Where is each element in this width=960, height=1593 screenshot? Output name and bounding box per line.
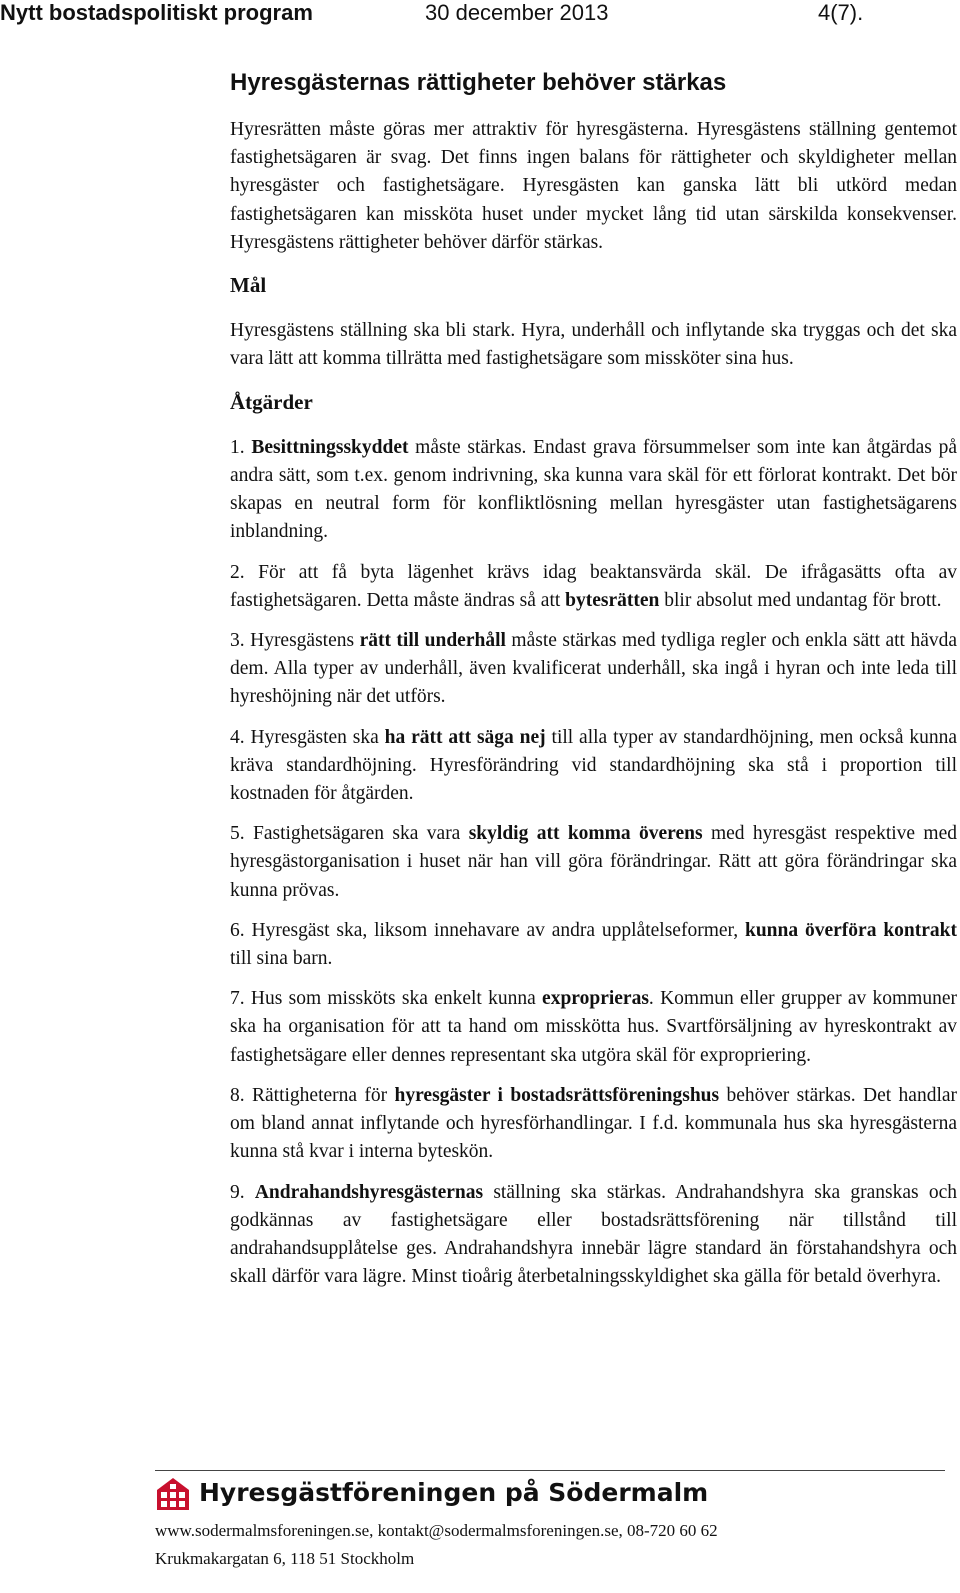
measure-emphasis: skyldig att komma överens bbox=[468, 823, 703, 845]
measure-number: 8. bbox=[230, 1084, 245, 1106]
measure-emphasis: ha rätt att säga nej bbox=[384, 726, 546, 748]
measure-item bbox=[230, 559, 957, 615]
intro-paragraph: Hyresrätten måste göras mer attraktiv för hyresgästerna. Hyresgästens ställning gentemot fastighetsägaren är svag. Det finns ingen balans för rättigheter och skyldigheter mellan hyresgäster och fastighetsägare. Hyresgästen kan ganska lätt bli utkörd medan fastighetsägaren kan missköta huset under mycket lång tid utan särskilda konsekvenser. Hyresgästens rättigheter behöver därför stärkas. bbox=[230, 119, 957, 253]
measure-emphasis: hyresgäster i bostadsrättsföreningshus bbox=[394, 1084, 720, 1106]
measure-text: med hyresgäst respektive med hyresgästorganisation i huset när han vill göra förändringar. Rätt att göra förändringar ska kunna prövas. bbox=[230, 823, 957, 901]
measure-emphasis: rätt till underhåll bbox=[359, 630, 506, 652]
contact-info: www.sodermalmsforeningen.se, kontakt@sodermalmsforeningen.se, 08-720 60 62 bbox=[155, 1521, 718, 1540]
section-title: Hyresgästernas rättigheter behöver stärkas bbox=[230, 69, 727, 96]
measure-item bbox=[230, 1179, 957, 1292]
measure-number: 4. bbox=[230, 726, 245, 748]
measure-item bbox=[230, 724, 957, 809]
measure-text: ställning ska stärkas. Andrahandshyra ska granskas och godkännas av fastighetsägare eller bostadsrättsförening när tillstånd till andrahandsupplåtelse ges. Andrahandshyra innebär lägre standard än förstahandshyra och skall därför vara lägre. Minst tioårig återbetalningsskyldighet ska gälla för betald överhyra. bbox=[230, 1181, 958, 1288]
measure-text: . Kommun eller grupper av kommuner ska ha organisation för att ta hand om misskötta hus. Svartförsäljning av hyreskontrakt av fastighetsägare eller dennes representant ska utgöra skäl för expropriering. bbox=[230, 988, 958, 1066]
document-title: Nytt bostadspolitiskt program bbox=[0, 0, 313, 25]
measure-text: blir absolut med undantag för brott. bbox=[659, 589, 942, 611]
postal-address: Krukmakargatan 6, 118 51 Stockholm bbox=[155, 1549, 415, 1568]
organization-name: Hyresgästföreningen på Södermalm bbox=[199, 1478, 709, 1507]
measure-number: 1. bbox=[230, 436, 245, 458]
measure-number: 7. bbox=[230, 988, 245, 1010]
page-number: 4(7). bbox=[818, 0, 864, 25]
measure-text: till alla typer av standardhöjning, men också kunna kräva standardhöjning. Hyresförändring vid standardhöjning ska stå i proportion till kostnaden för åtgärden. bbox=[230, 726, 958, 805]
measure-text: Hus som missköts ska enkelt kunna bbox=[250, 988, 543, 1010]
measure-emphasis: Andrahandshyresgästernas bbox=[254, 1181, 484, 1203]
measure-emphasis: bytesrätten bbox=[565, 589, 660, 611]
measure-item bbox=[230, 985, 957, 1070]
measure-item bbox=[230, 820, 957, 905]
measure-number: 6. bbox=[230, 919, 245, 941]
document-date: 30 december 2013 bbox=[425, 0, 609, 25]
measure-item bbox=[230, 434, 957, 547]
measure-item bbox=[230, 917, 957, 973]
measure-text: För att få byta lägenhet krävs idag beaktansvärda skäl. De ifrågasätts ofta av fastighetsägaren. Detta måste ändras så att bbox=[230, 561, 957, 611]
goal-heading: Mål bbox=[230, 273, 267, 298]
measure-text: måste stärkas med tydliga regler och enkla sätt att hävda dem. Alla typer av underhåll, även kvalificerat underhåll, ska ingå i hyran och inte leda till hyreshöjning när det utförs. bbox=[230, 630, 958, 708]
measure-text: Hyresgästen ska bbox=[250, 726, 385, 748]
page-header bbox=[0, 0, 960, 30]
measure-text: Hyresgäst ska, liksom innehavare av andra upplåtelseformer, bbox=[251, 919, 745, 941]
measure-text: till sina barn. bbox=[230, 948, 333, 970]
measure-item bbox=[230, 627, 957, 712]
measure-text: Fastighetsägaren ska vara bbox=[253, 823, 469, 845]
measure-text: måste stärkas. Endast grava försummelser som inte kan åtgärdas på andra sätt, som t.ex. genom indrivning, ska kunna vara skäl för ett förlorat kontrakt. Det bör skapas en neutral form för konfliktlösning mellan hyresgäster utan fastighetsägarens inblandning. bbox=[230, 436, 957, 543]
goal-paragraph: Hyresgästens ställning ska bli stark. Hyra, underhåll och inflytande ska tryggas och det ska vara lätt att komma tillrätta med fastighetsägare som missköter sina hus. bbox=[230, 320, 957, 370]
main-content bbox=[230, 62, 957, 1291]
measure-number: 5. bbox=[230, 823, 245, 845]
measure-item bbox=[230, 1082, 957, 1167]
measure-text: Rättigheterna för bbox=[252, 1084, 395, 1106]
house-logo-icon bbox=[156, 1477, 190, 1511]
measure-emphasis: kunna överföra kontrakt bbox=[744, 919, 957, 941]
measure-text: behöver stärkas. Det handlar om bland annat inflytande och hyresförhandlingar. I f.d. kommunala hus ska hyresgästerna kunna stå kvar i interna byteskön. bbox=[230, 1084, 958, 1163]
measures-heading: Åtgärder bbox=[230, 389, 313, 414]
measure-number: 3. bbox=[230, 630, 245, 652]
measure-emphasis: Besittningsskyddet bbox=[251, 436, 409, 458]
measure-number: 2. bbox=[230, 561, 245, 583]
footer-divider bbox=[155, 1470, 945, 1471]
measure-emphasis: exproprieras bbox=[542, 988, 649, 1010]
measure-text: Hyresgästens bbox=[250, 630, 360, 652]
measure-number: 9. bbox=[230, 1181, 245, 1203]
